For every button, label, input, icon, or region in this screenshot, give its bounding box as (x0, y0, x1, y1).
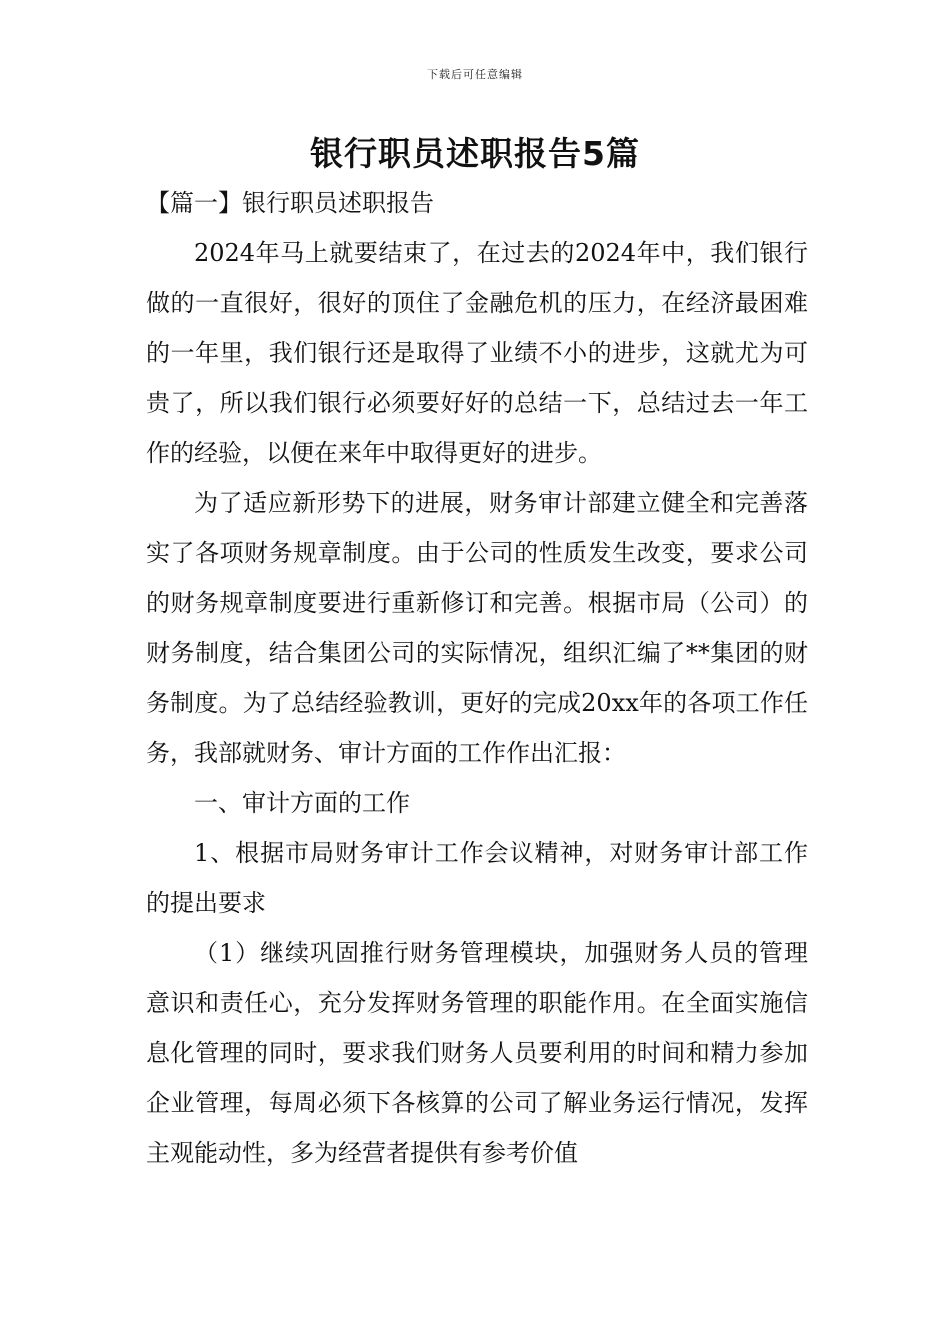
paragraph: 为了适应新形势下的进展，财务审计部建立健全和完善落实了各项财务规章制度。由于公司的性质发生改变，要求公司的财务规章制度要进行重新修订和完善。根据市局（公司）的财务制度，结合集团公司的实际情况，组织汇编了**集团的财务制度。为了总结经验教训，更好的完成20xx年的各项工作任务，我部就财务、审计方面的工作作出汇报： (146, 489, 808, 767)
subheading: 一、审计方面的工作 (194, 789, 410, 817)
document-body (146, 178, 808, 1178)
section-heading: 【篇一】银行职员述职报告 (146, 189, 434, 217)
paragraph: 1、根据市局财务审计工作会议精神，对财务审计部工作的提出要求 (146, 839, 808, 917)
document-title: 银行职员述职报告5篇 (310, 134, 640, 173)
paragraph: 2024年马上就要结束了，在过去的2024年中，我们银行做的一直很好，很好的顶住了金融危机的压力，在经济最困难的一年里，我们银行还是取得了业绩不小的进步，这就尤为可贵了，所以我们银行必须要好好的总结一下，总结过去一年工作的经验，以便在来年中取得更好的进步。 (146, 239, 808, 467)
header-note: 下载后可任意编辑 (427, 68, 523, 81)
paragraph: （1）继续巩固推行财务管理模块，加强财务人员的管理意识和责任心，充分发挥财务管理的职能作用。在全面实施信息化管理的同时，要求我们财务人员要利用的时间和精力参加企业管理，每周必须下各核算的公司了解业务运行情况，发挥主观能动性，多为经营者提供有参考价值 (146, 939, 808, 1167)
